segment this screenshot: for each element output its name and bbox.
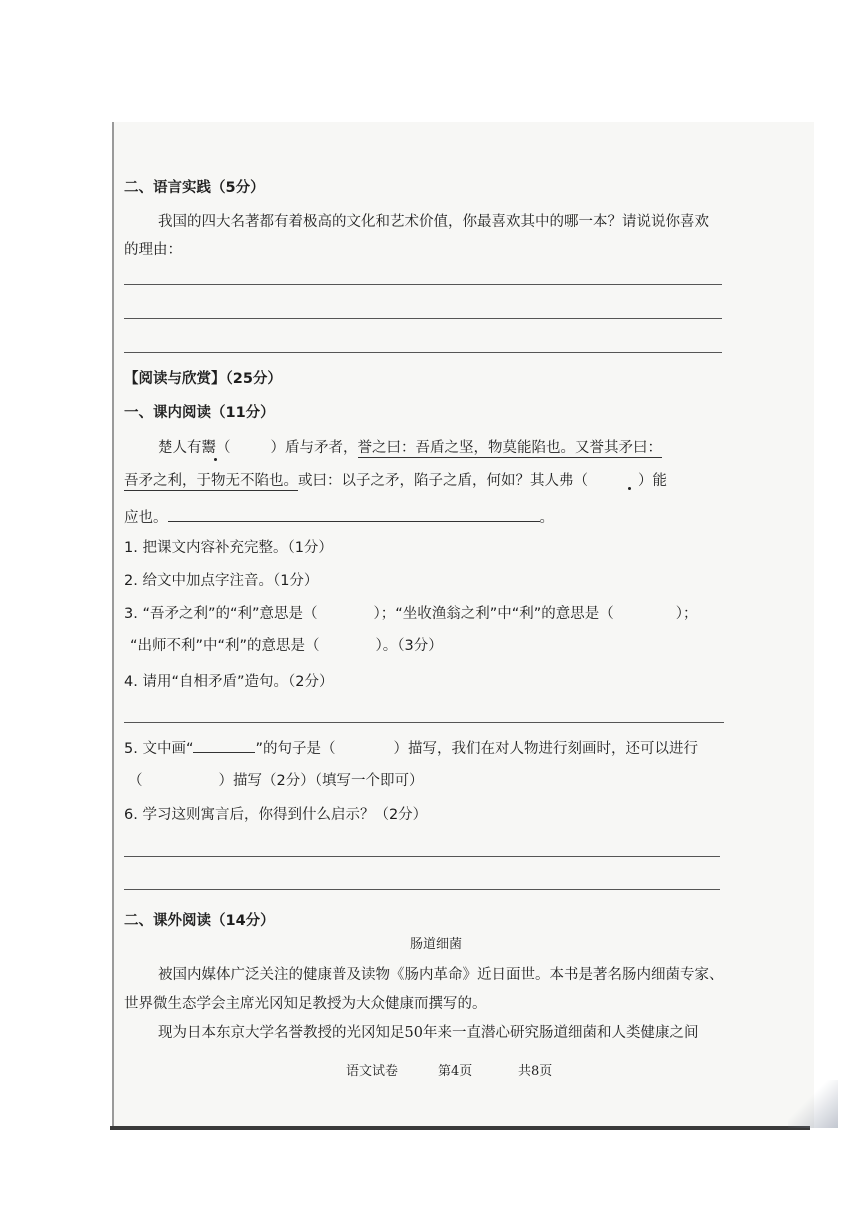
answer-line-2[interactable] [124, 318, 722, 319]
q6-answer-line-2[interactable] [124, 889, 720, 890]
section-title-language-practice: 二、语言实践（5分） [124, 180, 265, 196]
question-5-line-1 [124, 738, 698, 759]
question-2: 2. 给文中加点字注音。（1分） [124, 573, 319, 589]
question-3-line-2 [130, 636, 443, 656]
article-para1-line2: 世界微生态学会主席光冈知足教授为大众健康而撰写的。 [124, 996, 487, 1012]
passage-line-1 [158, 438, 662, 458]
q3-text: ）；“坐收渔翁之利”中“利”的意思是（ [373, 606, 614, 622]
q3-text: ）； [675, 606, 698, 622]
emphasis-dot [628, 487, 631, 490]
q5-text: ）描写，我们在对人物进行刻画时，还可以进行 [393, 741, 698, 757]
prompt-line-2: 的理由： [124, 242, 182, 258]
underlined-sentence: 誉之曰：吾盾之坚，物莫能陷也。又誉其矛曰： [357, 440, 662, 456]
question-3-line-1 [124, 604, 698, 624]
paper-bottom-edge [110, 1126, 810, 1130]
footer-total-pages: 共8页 [518, 1064, 553, 1079]
article-title: 肠道细菌 [410, 937, 463, 952]
fill-in-blank[interactable] [168, 507, 540, 522]
prompt-line-1: 我国的四大名著都有着极高的文化和艺术价值，你最喜欢其中的哪一本？请说说你喜欢 [158, 214, 709, 230]
passage-text: 或曰：以子之矛，陷子之盾，何如？其人弗（ [298, 473, 588, 489]
passage-text: 应也。 [124, 510, 168, 526]
passage-text: ）盾与矛者， [270, 440, 358, 456]
q5-text: ）描写（2分）（填写一个即可） [218, 773, 424, 789]
question-1: 1. 把课文内容补充完整。（1分） [124, 540, 333, 556]
answer-line-3[interactable] [124, 352, 722, 353]
q3-text: ）。（3分） [375, 638, 443, 654]
q3-text: “出师不利”中“利”的意思是（ [130, 638, 320, 654]
underline-sample [193, 738, 255, 753]
q4-answer-line[interactable] [124, 722, 724, 723]
footer-page-number: 第4页 [438, 1064, 473, 1079]
question-6: 6. 学习这则寓言后，你得到什么启示？（2分） [124, 807, 428, 823]
passage-text: 。 [539, 510, 554, 526]
part2-title: 二、课外阅读（14分） [124, 913, 275, 929]
page-corner-shadow [788, 1080, 838, 1128]
footer-subject: 语文试卷 [346, 1064, 399, 1079]
q3-text: 3. “吾矛之利”的“利”意思是（ [124, 606, 318, 622]
reading-section-header: 【阅读与欣赏】（25分） [124, 371, 282, 387]
article-para2-line1: 现为日本东京大学名誉教授的光冈知足50年来一直潜心研究肠道细菌和人类健康之间 [158, 1025, 699, 1041]
passage-line-3 [124, 507, 554, 528]
emphasis-dot [214, 458, 217, 461]
answer-line-1[interactable] [124, 284, 722, 285]
question-4: 4. 请用“自相矛盾”造句。（2分） [124, 674, 334, 690]
q6-answer-line-1[interactable] [124, 856, 720, 857]
passage-text: 楚人有鬻（ [158, 440, 231, 456]
passage-line-2 [124, 471, 667, 491]
q5-text: （ [128, 773, 143, 789]
underlined-sentence: 吾矛之利，于物无不陷也。 [124, 473, 298, 489]
q5-text: 5. 文中画“ [124, 741, 194, 757]
article-para1-line1: 被国内媒体广泛关注的健康普及读物《肠内革命》近日面世。本书是著名肠内细菌专家、 [158, 967, 724, 983]
passage-text: ）能 [638, 473, 667, 489]
q5-text: ”的句子是（ [255, 741, 336, 757]
paper-edge [112, 122, 114, 1128]
part1-title: 一、课内阅读（11分） [124, 405, 275, 421]
question-5-line-2 [128, 771, 423, 791]
